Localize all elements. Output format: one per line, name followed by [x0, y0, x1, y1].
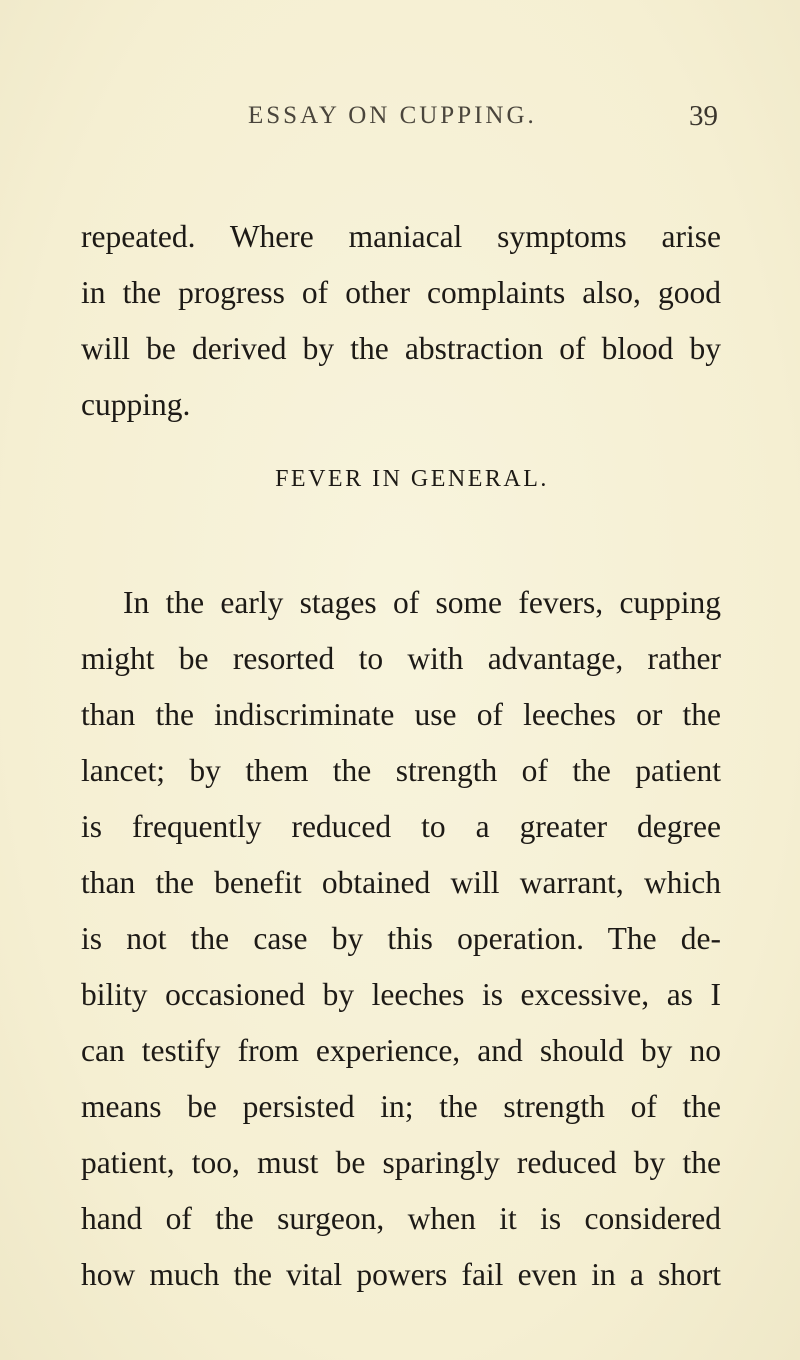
text-line: might be resorted to with advantage, rather [81, 641, 721, 676]
text-line: lancet; by them the strength of the patient [81, 753, 721, 788]
section-heading [0, 466, 800, 493]
text-line: can testify from experience, and should by no [81, 1033, 721, 1068]
section-heading-text: FEVER IN GENERAL. [275, 466, 549, 492]
text-line: is not the case by this operation. The de- [81, 921, 721, 956]
text-line: bility occasioned by leeches is excessive, as I [81, 977, 721, 1012]
text-line: in the progress of other complaints also, good [81, 275, 721, 310]
page-number: 39 [689, 100, 718, 132]
running-title: ESSAY ON CUPPING. [248, 102, 537, 129]
text-line: repeated. Where maniacal symptoms arise [81, 219, 721, 254]
text-line: patient, too, must be sparingly reduced by the [81, 1145, 721, 1180]
text-line: than the benefit obtained will warrant, which [81, 865, 721, 900]
text-line: means be persisted in; the strength of the [81, 1089, 721, 1124]
text-line: will be derived by the abstraction of blood by [81, 331, 721, 366]
text-line: hand of the surgeon, when it is considered [81, 1201, 721, 1236]
paragraph-fever [81, 575, 721, 1303]
text-line: than the indiscriminate use of leeches or the [81, 697, 721, 732]
text-line: how much the vital powers fail even in a short [81, 1257, 721, 1292]
paragraph-repeated [81, 209, 721, 433]
running-head [0, 102, 800, 142]
text-line: cupping. [81, 387, 191, 422]
text-line: In the early stages of some fevers, cupping [123, 585, 721, 620]
text-line: is frequently reduced to a greater degree [81, 809, 721, 844]
